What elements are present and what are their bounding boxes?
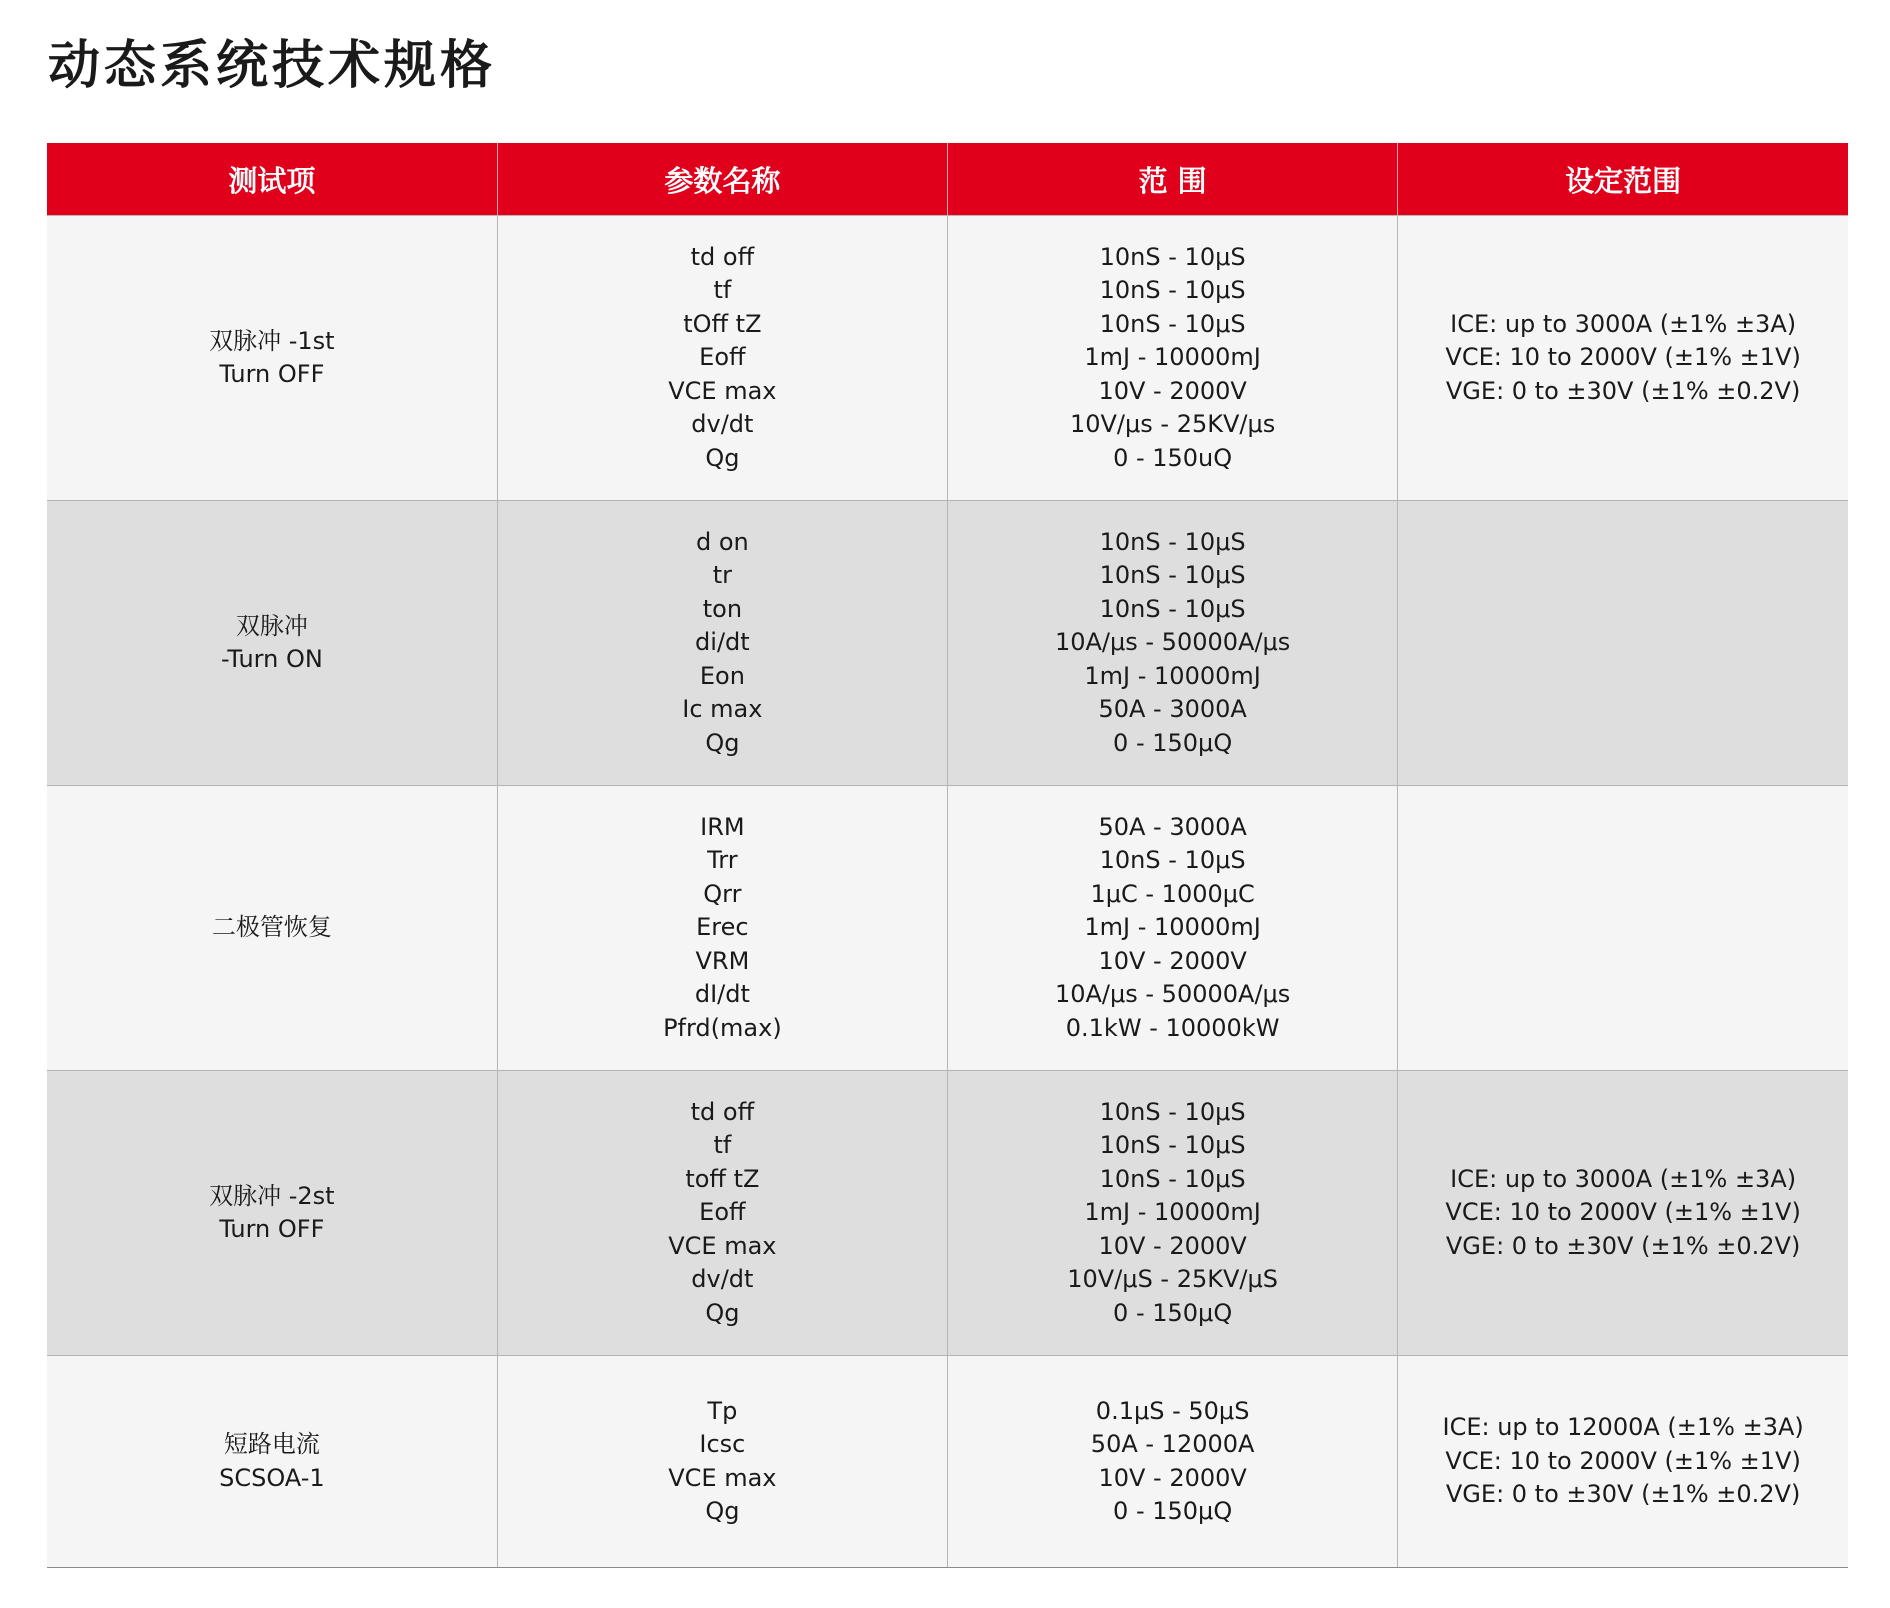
param-line: tr (712, 561, 733, 590)
range-line: 10nS - 10μS (1099, 242, 1246, 271)
range-cell (948, 1071, 1398, 1356)
setting-line: VCE: 10 to 2000V (±1% ±1V) (1445, 1446, 1801, 1475)
param-line: Eoff (699, 1198, 746, 1227)
range-line: 1mJ - 10000mJ (1084, 1198, 1261, 1227)
table-header-row (47, 143, 1848, 216)
test-item-cell (47, 216, 497, 501)
param-line: di/dt (695, 628, 750, 657)
range-line: 10nS - 10μS (1099, 1097, 1246, 1126)
setting-cell (1398, 216, 1848, 501)
param-line: tf (713, 1131, 732, 1160)
header-range: 范 围 (948, 143, 1398, 216)
test-item-line: 双脉冲 (235, 611, 308, 640)
param-line: ton (702, 594, 743, 623)
range-line: 0 - 150uQ (1113, 443, 1233, 472)
param-line: Erec (696, 913, 749, 942)
setting-cell (1398, 786, 1848, 1071)
param-line: Qg (705, 443, 740, 472)
range-line: 1μC - 1000μC (1090, 879, 1255, 908)
param-line: VCE max (668, 1231, 777, 1260)
range-line: 50A - 12000A (1090, 1430, 1255, 1458)
param-line: IRM (700, 812, 745, 841)
range-cell (948, 786, 1398, 1071)
range-line: 10V/μS - 25KV/μS (1067, 1265, 1278, 1294)
param-cell (497, 786, 947, 1071)
range-line: 10nS - 10μS (1099, 1164, 1246, 1193)
param-line: Qg (705, 1298, 740, 1327)
setting-line: VGE: 0 to ±30V (±1% ±0.2V) (1445, 376, 1801, 405)
param-line: VCE max (668, 1463, 777, 1492)
param-line: VRM (695, 946, 750, 975)
param-line: Qrr (703, 879, 742, 908)
table-row (47, 1071, 1848, 1356)
range-line: 10nS - 10μS (1099, 1131, 1246, 1160)
page-title: 动态系统技术规格 (48, 36, 497, 96)
setting-line: VCE: 10 to 2000V (±1% ±1V) (1445, 1198, 1801, 1227)
param-line: Trr (707, 846, 738, 875)
test-item-line: Turn OFF (219, 1215, 325, 1243)
range-line: 10V/μs - 25KV/μs (1069, 410, 1276, 439)
range-line: 10A/μs - 50000A/μs (1054, 980, 1291, 1009)
range-line: 10nS - 10μS (1099, 309, 1246, 338)
test-item-line: -Turn ON (220, 645, 323, 673)
param-line: d on (695, 527, 749, 556)
setting-line: ICE: up to 12000A (±1% ±3A) (1442, 1413, 1804, 1442)
test-item-cell (47, 786, 497, 1071)
range-line: 1mJ - 10000mJ (1084, 661, 1261, 690)
range-line: 0.1kW - 10000kW (1065, 1013, 1280, 1042)
param-line: toff tZ (685, 1164, 760, 1193)
param-cell (497, 501, 947, 786)
range-line: 1mJ - 10000mJ (1084, 913, 1261, 942)
setting-cell (1398, 1071, 1848, 1356)
range-line: 50A - 3000A (1098, 812, 1247, 841)
range-line: 10V - 2000V (1098, 1231, 1247, 1260)
param-line: VCE max (668, 376, 777, 405)
range-line: 10nS - 10μS (1099, 527, 1246, 556)
param-line: Tp (707, 1396, 738, 1425)
test-item-line: 双脉冲 -2st (209, 1181, 335, 1210)
param-cell (497, 1071, 947, 1356)
param-cell (497, 216, 947, 501)
range-line: 0 - 150μQ (1113, 1497, 1233, 1525)
range-line: 10V - 2000V (1098, 946, 1247, 975)
param-line: Eoff (699, 343, 746, 372)
param-line: td off (690, 1097, 755, 1126)
range-line: 10nS - 10μS (1099, 846, 1246, 875)
spec-table (47, 143, 1848, 1568)
header-setting-range: 设定范围 (1398, 143, 1848, 216)
range-cell (948, 501, 1398, 786)
setting-cell (1398, 1356, 1848, 1568)
param-line: dI/dt (694, 980, 750, 1009)
range-line: 10nS - 10μS (1099, 561, 1246, 590)
test-item-cell (47, 1356, 497, 1568)
param-line: tOff tZ (683, 309, 762, 338)
param-line: dv/dt (691, 1265, 754, 1294)
range-line: 0 - 150μQ (1113, 1298, 1233, 1327)
setting-cell (1398, 501, 1848, 786)
table-row (47, 786, 1848, 1071)
table-row (47, 1356, 1848, 1568)
range-line: 10A/μs - 50000A/μs (1054, 628, 1291, 657)
range-line: 10V - 2000V (1098, 376, 1247, 405)
test-item-line: SCSOA-1 (219, 1463, 325, 1492)
header-param-name: 参数名称 (497, 143, 947, 216)
param-line: Qg (705, 1497, 740, 1525)
setting-line: VGE: 0 to ±30V (±1% ±0.2V) (1445, 1231, 1801, 1260)
range-cell (948, 216, 1398, 501)
param-line: dv/dt (691, 410, 754, 439)
range-line: 10nS - 10μS (1099, 276, 1246, 305)
table-row (47, 501, 1848, 786)
range-line: 50A - 3000A (1098, 695, 1247, 724)
setting-line: ICE: up to 3000A (±1% ±3A) (1450, 1164, 1797, 1193)
test-item-cell (47, 501, 497, 786)
param-line: Icsc (699, 1430, 746, 1458)
test-item-line: 二极管恢复 (211, 913, 332, 942)
setting-line: VGE: 0 to ±30V (±1% ±0.2V) (1445, 1480, 1801, 1509)
setting-line: ICE: up to 3000A (±1% ±3A) (1450, 309, 1797, 338)
test-item-line: 短路电流 (223, 1430, 320, 1458)
range-line: 1mJ - 10000mJ (1084, 343, 1261, 372)
header-test-item: 测试项 (47, 143, 497, 216)
range-line: 0 - 150μQ (1113, 728, 1233, 757)
test-item-line: Turn OFF (219, 360, 325, 388)
test-item-cell (47, 1071, 497, 1356)
param-line: Qg (705, 728, 740, 757)
range-line: 10V - 2000V (1098, 1463, 1247, 1492)
param-line: Pfrd(max) (663, 1013, 782, 1042)
param-line: td off (690, 242, 755, 271)
table-row (47, 216, 1848, 501)
range-line: 0.1μS - 50μS (1095, 1396, 1250, 1425)
test-item-line: 双脉冲 -1st (209, 326, 335, 355)
setting-line: VCE: 10 to 2000V (±1% ±1V) (1445, 343, 1801, 372)
range-line: 10nS - 10μS (1099, 594, 1246, 623)
param-line: tf (713, 276, 732, 305)
param-line: Eon (699, 661, 745, 690)
param-cell (497, 1356, 947, 1568)
range-cell (948, 1356, 1398, 1568)
param-line: Ic max (682, 695, 763, 724)
